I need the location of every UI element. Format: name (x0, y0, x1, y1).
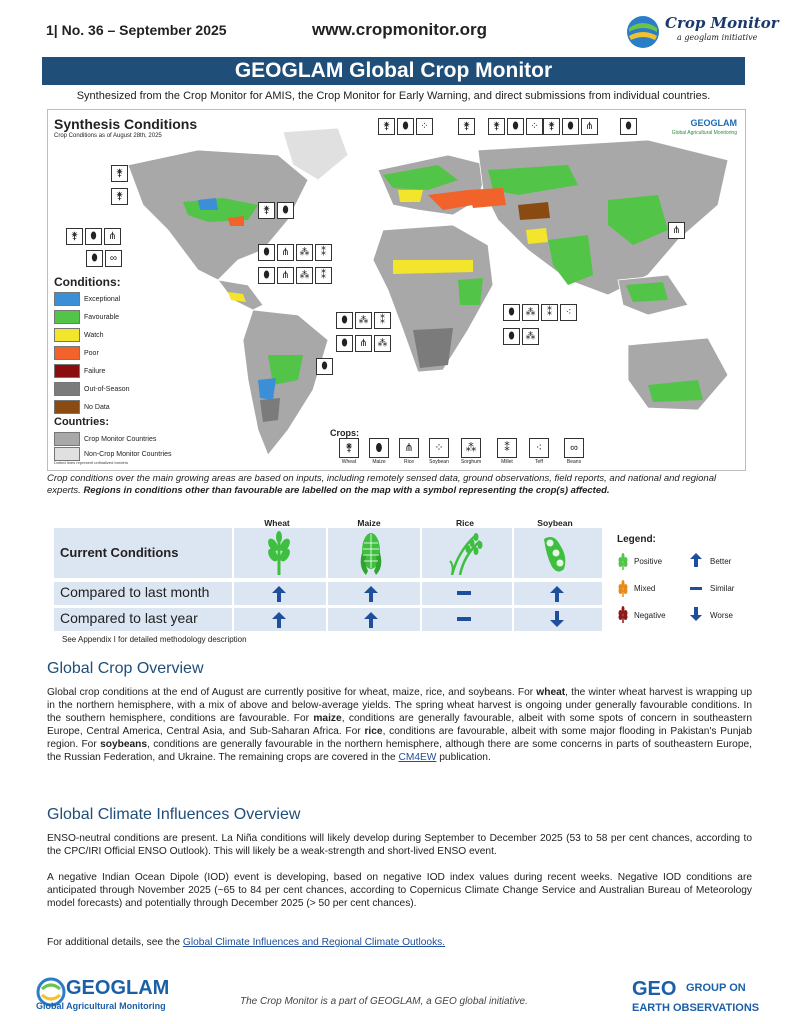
row-compared-last-month (54, 582, 602, 605)
maize-icon: ⬮ (336, 312, 353, 329)
wheat-icon: ⚵ (488, 118, 505, 135)
map-callout-europe (378, 118, 433, 135)
overview-text-3: , conditions are generally favourable, albeit with some spots of concern in southeastern Europe, Central America, Central Asia, and Sub-Saharan Africa. For (47, 713, 752, 737)
rice-icon: ⋔ (277, 267, 294, 284)
legend-favourable (54, 310, 119, 324)
millet-icon: ⁑ (541, 304, 558, 321)
maize-icon: ⬮ (86, 250, 103, 267)
col-header-rice: Rice (456, 518, 474, 528)
wheat-positive-icon (264, 531, 294, 575)
legend-worse-label: Worse (710, 611, 733, 620)
cell-divider (512, 528, 514, 578)
countries-legend-title: Countries: (54, 416, 109, 428)
maize-positive-icon (356, 531, 386, 575)
sorghum-icon: ⁂ (296, 267, 313, 284)
legend-positive-label: Positive (634, 557, 663, 566)
non-crop-monitor-countries-swatch (54, 447, 80, 461)
map-title: Synthesis Conditions (54, 116, 198, 132)
sorghum-icon: ⁂ (522, 304, 539, 321)
overview-bold-maize: maize (313, 713, 342, 724)
row-compared-last-year (54, 608, 602, 631)
region-out-of-season-argentina (260, 398, 280, 422)
teff-icon: ⁖ (529, 438, 549, 458)
map-callout-eastern-europe (458, 118, 475, 135)
climate-title: Global Climate Influences Overview (47, 806, 301, 823)
sorghum-icon: ⁂ (374, 335, 391, 352)
favourable-label: Favourable (84, 313, 120, 321)
rice-positive-icon (448, 531, 484, 575)
maize-icon: ⬮ (277, 202, 294, 219)
wheat-icon: ⚵ (458, 118, 475, 135)
map-callout-north-africa (258, 202, 294, 219)
overview-bold-wheat: wheat (536, 687, 566, 698)
issue-label: 1| No. 36 – September 2025 (46, 22, 227, 38)
geo-logo-line-1: GROUP ON (686, 982, 746, 994)
crop-legend-beans (563, 438, 585, 465)
region-exceptional-argentina (258, 378, 276, 400)
maize-icon: ⬮ (258, 267, 275, 284)
logo-title: Crop Monitor (665, 14, 779, 32)
overview-text-2: , the winter wheat harvest is wrapping up in the northern hemisphere, with a mix of above and below-average yields. The spring wheat harvest is ongoing under generally favourable conditions. In the southern hemisphere, conditions are favourable. For (47, 687, 752, 724)
cell-divider (420, 582, 422, 605)
poor-label: Poor (84, 349, 99, 357)
soybean-icon: ⁘ (416, 118, 433, 135)
region-watch-pakistan (526, 228, 548, 244)
overview-bold-rice: rice (364, 726, 383, 737)
soybean-positive-icon (540, 531, 574, 575)
overview-text-6: publication. (436, 752, 491, 763)
cell-divider (326, 582, 328, 605)
synthesis-conditions-map (47, 109, 746, 471)
map-callout-yemen (503, 328, 539, 345)
legend-poor (54, 346, 99, 360)
wheat-icon: ⚵ (111, 165, 128, 182)
better-arrow-icon (272, 612, 286, 628)
crop-legend-sorghum (460, 438, 482, 465)
geo-logo-line-2: EARTH OBSERVATIONS (632, 1002, 760, 1014)
globe-icon (625, 14, 661, 50)
logo-subtitle: a geoglam initiative (677, 33, 758, 42)
failure-swatch (54, 364, 80, 378)
crop-legend-soybean (428, 438, 450, 465)
overview-text-4: , conditions are favourable, albeit with some major flooding in Pakistan's Punjab region. For (47, 726, 752, 750)
compared-last-year-label: Compared to last year (60, 610, 198, 626)
wheat-icon: ⚵ (543, 118, 560, 135)
maize-icon: ⬮ (336, 335, 353, 352)
better-arrow-icon (364, 586, 378, 602)
crop-label-soybean: Soybean (429, 459, 449, 465)
sorghum-icon: ⁂ (296, 244, 313, 261)
exceptional-swatch (54, 292, 80, 306)
negative-wheat-icon (617, 605, 629, 623)
exceptional-label: Exceptional (84, 295, 121, 303)
map-callout-mexico (86, 250, 122, 267)
crops-legend-title: Crops: (330, 428, 359, 438)
maize-icon: ⬮ (562, 118, 579, 135)
wheat-icon: ⚵ (258, 202, 275, 219)
map-subtitle: Crop Conditions as of August 28th, 2025 (54, 133, 162, 139)
millet-icon: ⁑ (497, 438, 517, 458)
geoglam-footer-title: GEOGLAM (66, 977, 170, 999)
map-geoglam-subtitle: Global Agricultural Monitoring (671, 130, 737, 136)
cell-divider (420, 528, 422, 578)
legend-similar-label: Similar (710, 584, 735, 593)
better-arrow-icon (550, 586, 564, 602)
legend-mixed-label: Mixed (634, 584, 656, 593)
region-favourable-southeast-asia (626, 282, 668, 302)
sorghum-icon: ⁂ (355, 312, 372, 329)
rice-icon: ⋔ (277, 244, 294, 261)
maize-icon: ⬮ (85, 228, 102, 245)
cell-divider (420, 608, 422, 631)
out-of-season-swatch (54, 382, 80, 396)
region-no-data-central-asia (518, 202, 550, 220)
cell-divider (512, 608, 514, 631)
rice-icon: ⋔ (355, 335, 372, 352)
legend-non-crop-monitor-countries (54, 447, 172, 461)
overview-text-5: , conditions are generally favourable in the northern hemisphere, although there are some concerns in parts of southeastern Europe, the Russian Federation, and Ukraine. The remaining crops are covered in the (47, 739, 753, 763)
sorghum-icon: ⁂ (522, 328, 539, 345)
legend-failure (54, 364, 105, 378)
overview-bold-soybeans: soybeans (100, 739, 148, 750)
overview-paragraph (47, 686, 752, 764)
maize-icon: ⬮ (316, 358, 333, 375)
asia-landmass (478, 140, 728, 295)
non-crop-monitor-countries-label: Non-Crop Monitor Countries (84, 450, 172, 458)
climate-text-3: For additional details, see the (47, 937, 183, 948)
worse-legend-arrow-icon (690, 607, 702, 621)
map-callout-southeast-asia (668, 222, 685, 239)
legend-watch (54, 328, 104, 342)
rice-icon: ⋔ (399, 438, 419, 458)
legend-exceptional (54, 292, 120, 306)
wheat-icon: ⚵ (66, 228, 83, 245)
col-header-soybean: Soybean (537, 518, 573, 528)
geo-logo-text: GEO (632, 978, 677, 1000)
crop-monitor-countries-label: Crop Monitor Countries (84, 435, 157, 443)
map-callout-russia (488, 118, 543, 135)
crop-label-rice: Rice (403, 459, 414, 465)
compared-last-month-label: Compared to last month (60, 584, 210, 600)
crop-label-maize: Maize (372, 459, 386, 465)
region-exceptional-us (198, 198, 218, 210)
beans-icon: ∞ (105, 250, 122, 267)
region-favourable-east-africa (458, 278, 483, 305)
col-header-wheat: Wheat (264, 518, 290, 528)
rice-icon: ⋔ (581, 118, 598, 135)
conditions-legend-title: Conditions: (54, 275, 121, 289)
col-header-maize: Maize (357, 518, 381, 528)
no-data-label: No Data (84, 403, 110, 411)
sorghum-icon: ⁂ (461, 438, 481, 458)
website-url[interactable]: www.cropmonitor.org (312, 20, 488, 39)
legend-better-label: Better (710, 557, 732, 566)
climate-paragraph-2: A negative Indian Ocean Dipole (IOD) event is developing, based on negative IOD index values during recent weeks. Negative IOD conditions are anticipated through November 2025 (~65 to 84 per cent chances, according to Copernicus Climate Change Service and Australian Bureau of Meteorology model forecasts) and potentially through December 2025 (> 50 per cent chances). (47, 872, 752, 909)
map-geoglam-logo: GEOGLAM (690, 118, 737, 128)
world-map (48, 110, 745, 470)
crop-label-wheat: Wheat (341, 459, 357, 465)
cell-divider (512, 582, 514, 605)
better-arrow-icon (272, 586, 286, 602)
crop-legend-wheat (338, 438, 360, 465)
footer-tagline: The Crop Monitor is a part of GEOGLAM, a GEO global initiative. (240, 996, 528, 1007)
soybean-icon: ⁘ (526, 118, 543, 135)
mixed-wheat-icon (617, 579, 629, 597)
map-callout-us-south (66, 228, 121, 245)
legend-out-of-season (54, 382, 130, 396)
crop-label-beans: Beans (566, 459, 582, 465)
cell-divider (232, 582, 234, 605)
map-callout-east-africa (336, 335, 391, 352)
better-arrow-icon (364, 612, 378, 628)
climate-paragraph-1: ENSO-neutral conditions are present. La Niña conditions will likely develop during September to December 2025 (53 to 58 per cent chances, according to the CPC/IRI Official ENSO Outlook). This will likely be a weak-strength and short-lived ENSO event. (47, 833, 752, 857)
climate-outlooks-link[interactable]: Global Climate Influences and Regional Climate Outlooks. (182, 937, 446, 948)
crop-monitor-logo (625, 12, 779, 52)
poor-swatch (54, 346, 80, 360)
row-current-conditions (54, 528, 602, 578)
map-callout-central-africa (336, 312, 391, 329)
better-legend-arrow-icon (690, 553, 702, 567)
map-caption-bold: Regions in conditions other than favourable are labelled on the map with a symbol representing the crop(s) affected. (83, 485, 610, 496)
similar-legend-dash-icon (690, 587, 702, 590)
overview-title: Global Crop Overview (47, 660, 204, 677)
page-subtitle: Synthesized from the Crop Monitor for AMIS, the Crop Monitor for Early Warning, and direct submissions from individual countries. (76, 90, 711, 102)
overview-text-1: Global crop conditions at the end of August are currently positive for wheat, maize, rice, and soybeans. For (47, 687, 537, 698)
wheat-icon: ⚵ (111, 188, 128, 205)
cm4ew-link[interactable]: CM4EW (398, 752, 437, 763)
crop-legend-millet (496, 438, 518, 465)
map-callout-horn-africa (503, 304, 577, 321)
positive-wheat-icon (617, 552, 629, 570)
worse-arrow-icon (550, 611, 564, 627)
region-favourable-india (548, 235, 593, 285)
rice-icon: ⋔ (104, 228, 121, 245)
map-callout-asia (620, 118, 637, 135)
map-callout-west-africa-2 (258, 267, 332, 284)
crop-legend-maize (368, 438, 390, 465)
wheat-icon: ⚵ (378, 118, 395, 135)
maize-icon: ⬮ (369, 438, 389, 458)
map-caption-text: Crop conditions over the main growing areas are based on inputs, including remotely sensed data, ground observations, field reports, and national and regional experts. (47, 473, 717, 496)
crop-label-teff: Teff (535, 459, 543, 465)
map-callout-central-asia (543, 118, 598, 135)
millet-icon: ⁑ (315, 267, 332, 284)
region-watch-europe (398, 190, 423, 202)
region-watch-sahel (393, 260, 473, 274)
region-out-of-season-southern-africa (413, 328, 453, 368)
failure-label: Failure (84, 367, 106, 375)
similar-dash-icon (457, 591, 471, 595)
crop-label-millet: Millet (501, 459, 513, 465)
maize-icon: ⬮ (620, 118, 637, 135)
map-callout-canada (111, 165, 128, 182)
cell-divider (232, 608, 234, 631)
watch-label: Watch (84, 331, 104, 339)
crop-legend-teff (528, 438, 550, 465)
legend-negative-label: Negative (634, 611, 666, 620)
legend-no-data (54, 400, 110, 414)
cell-divider (326, 608, 328, 631)
watch-swatch (54, 328, 80, 342)
appendix-note: See Appendix I for detailed methodology description (62, 635, 247, 644)
crop-label-sorghum: Sorghum (460, 459, 482, 465)
cell-divider (232, 528, 234, 578)
maize-icon: ⬮ (503, 304, 520, 321)
maize-icon: ⬮ (503, 328, 520, 345)
region-poor-russia (468, 188, 506, 208)
crop-legend-rice (398, 438, 420, 465)
climate-paragraph-3 (47, 936, 752, 949)
map-caption (47, 473, 752, 497)
millet-icon: ⁑ (315, 244, 332, 261)
beans-icon: ∞ (564, 438, 584, 458)
teff-icon: ⁖ (560, 304, 577, 321)
cell-divider (326, 528, 328, 578)
map-callout-us-north (111, 188, 128, 205)
maize-icon: ⬮ (507, 118, 524, 135)
soybean-icon: ⁘ (429, 438, 449, 458)
favourable-swatch (54, 310, 80, 324)
legend-crop-monitor-countries (54, 432, 156, 446)
no-data-swatch (54, 400, 80, 414)
dotted-lines-note: Dotted lines represent unfinalized borders (54, 460, 129, 465)
map-callout-southern-africa (316, 358, 333, 375)
page-title: GEOGLAM Global Crop Monitor (42, 57, 745, 85)
geoglam-footer-subtitle: Global Agricultural Monitoring (36, 1001, 166, 1011)
millet-icon: ⁑ (374, 312, 391, 329)
similar-dash-icon (457, 617, 471, 621)
map-callout-west-africa-1 (258, 244, 332, 261)
rice-icon: ⋔ (668, 222, 685, 239)
wheat-icon: ⚵ (339, 438, 359, 458)
out-of-season-label: Out-of-Season (84, 385, 130, 393)
maize-icon: ⬮ (397, 118, 414, 135)
legend-title: Legend: (617, 534, 656, 545)
maize-icon: ⬮ (258, 244, 275, 261)
crop-monitor-countries-swatch (54, 432, 80, 446)
current-conditions-label: Current Conditions (60, 545, 179, 560)
